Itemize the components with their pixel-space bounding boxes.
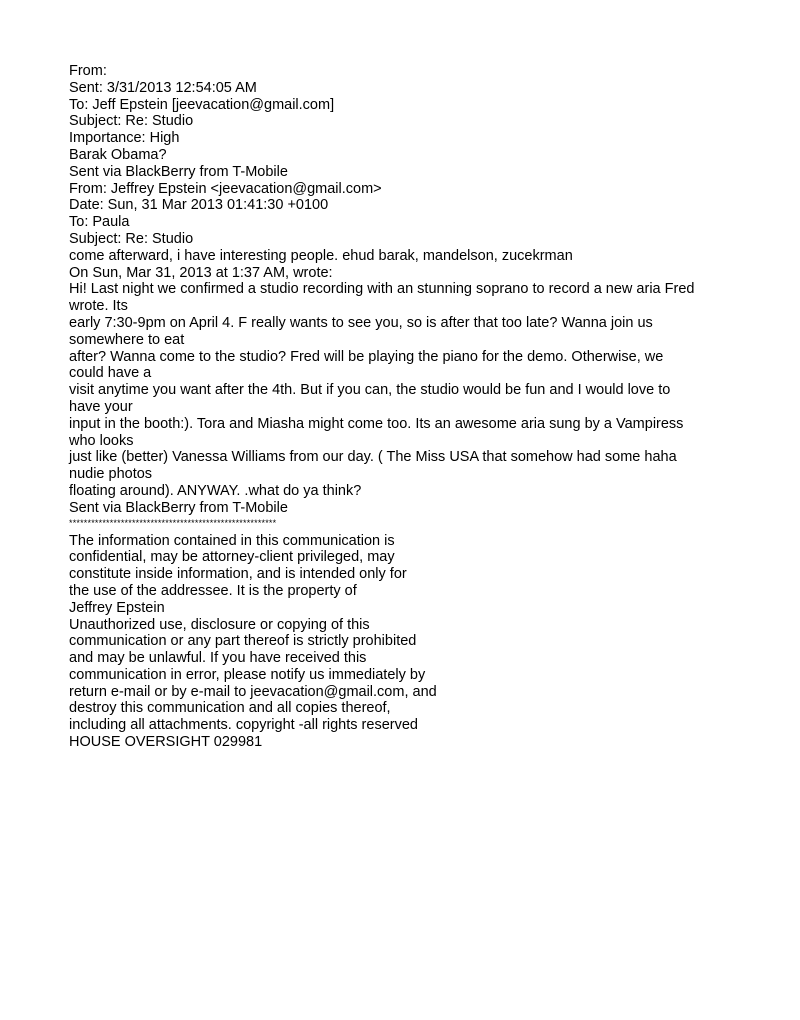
quoted2-line: input in the booth:). Tora and Miasha might come too. Its an awesome aria sung by a Vampiress [69,415,684,432]
disclaimer-line: constitute inside information, and is intended only for [69,566,407,583]
quoted2-line: who looks [69,432,134,449]
quoted2-line: just like (better) Vanessa Williams from our day. ( The Miss USA that somehow had some haha [69,449,677,466]
header-sent: Sent: 3/31/2013 12:54:05 AM [69,79,257,96]
quoted2-line: wrote. Its [69,298,128,315]
disclaimer [69,533,749,735]
disclaimer-line: return e-mail or by e-mail to jeevacation@gmail.com, and [69,683,437,700]
quoted1-date: Date: Sun, 31 Mar 2013 01:41:30 +0100 [69,197,329,214]
bates-number: HOUSE OVERSIGHT 029981 [69,734,263,751]
disclaimer-line: destroy this communication and all copies thereof, [69,700,391,717]
quoted-message-2 [69,265,749,517]
quoted2-signature: Sent via BlackBerry from T-Mobile [69,499,288,516]
disclaimer-line: the use of the addressee. It is the property of [69,582,357,599]
header-to: To: Jeff Epstein [jeevacation@gmail.com] [69,96,335,113]
quoted2-line: somewhere to eat [69,331,185,348]
quoted2-line: after? Wanna come to the studio? Fred will be playing the piano for the demo. Otherwise, we [69,348,664,365]
quoted1-from: From: Jeffrey Epstein <jeevacation@gmail.com> [69,180,382,197]
disclaimer-line: Unauthorized use, disclosure or copying of this [69,616,370,633]
quoted2-line: floating around). ANYWAY. .what do ya think? [69,482,362,499]
separator: ******************************************************** [69,518,277,528]
quoted-message-1 [69,181,749,265]
email-header [69,63,749,147]
disclaimer-line: communication in error, please notify us immediately by [69,666,426,683]
email-document [69,63,749,751]
header-subject: Subject: Re: Studio [69,113,194,130]
quoted2-line: nudie photos [69,466,153,483]
quoted2-line: could have a [69,365,152,382]
reply-signature: Sent via BlackBerry from T-Mobile [69,163,288,180]
disclaimer-line: Jeffrey Epstein [69,599,165,616]
disclaimer-line: confidential, may be attorney-client privileged, may [69,549,395,566]
disclaimer-line: and may be unlawful. If you have received this [69,650,367,667]
quoted2-line: have your [69,398,133,415]
disclaimer-line: including all attachments. copyright -all rights reserved [69,717,418,734]
disclaimer-line: communication or any part thereof is strictly prohibited [69,633,417,650]
quoted1-subject: Subject: Re: Studio [69,230,194,247]
quoted2-line: visit anytime you want after the 4th. But if you can, the studio would be fun and I would love to [69,382,671,399]
reply-body [69,147,749,181]
quoted1-to: To: Paula [69,214,130,231]
disclaimer-line: The information contained in this communication is [69,532,395,549]
quoted2-attribution: On Sun, Mar 31, 2013 at 1:37 AM, wrote: [69,264,333,281]
quoted2-line: early 7:30-9pm on April 4. F really wants to see you, so is after that too late? Wanna join us [69,314,653,331]
header-from: From: [69,63,107,79]
header-importance: Importance: High [69,130,180,147]
reply-text: Barak Obama? [69,146,167,163]
quoted2-line: Hi! Last night we confirmed a studio recording with an stunning soprano to record a new aria Fred [69,281,695,298]
quoted1-body: come afterward, i have interesting people. ehud barak, mandelson, zucekrman [69,247,573,264]
